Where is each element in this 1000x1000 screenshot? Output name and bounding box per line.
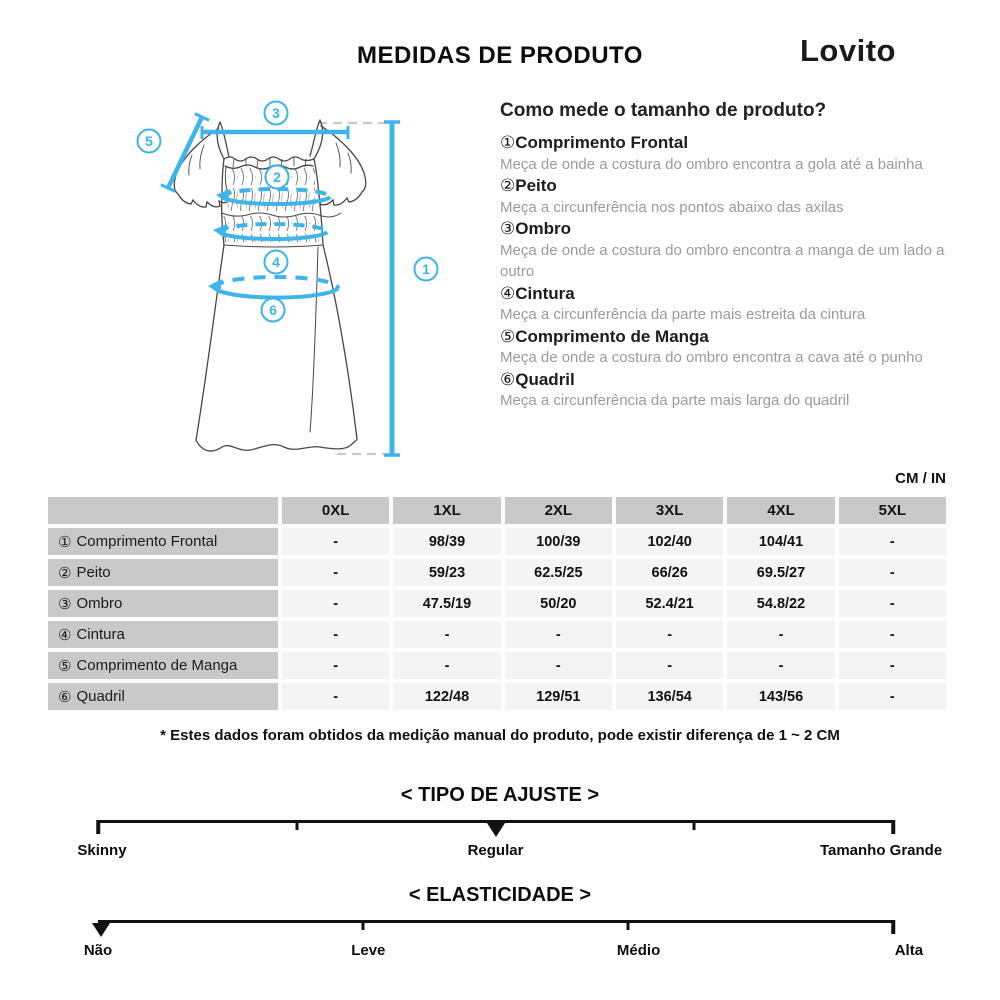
callout-2: [266, 166, 289, 189]
fit-label-skinny: Skinny: [77, 842, 127, 859]
table-value: 50/20: [505, 590, 612, 617]
table-value: -: [839, 559, 946, 586]
table-value: 143/56: [727, 683, 834, 710]
guide-heading: Como mede o tamanho de produto?: [500, 100, 827, 121]
guide-item-desc: Meça de onde a costura do ombro encontra a gola até a bainha: [500, 155, 923, 173]
guide-item-cintura: [500, 283, 952, 326]
table-value: -: [393, 652, 500, 679]
table-value: 98/39: [393, 528, 500, 555]
callout-6: [262, 299, 285, 322]
guide-item-ombro: [500, 218, 952, 283]
circled-number: ④: [500, 283, 516, 303]
row-label: ⑥ Quadril: [48, 683, 278, 710]
row-label: ① Comprimento Frontal: [48, 528, 278, 555]
table-value: -: [282, 683, 389, 710]
scale-tick: [891, 820, 895, 834]
measure-length-line: [384, 122, 400, 455]
scale-tick: [361, 920, 364, 930]
row-label: ② Peito: [48, 559, 278, 586]
elasticity-marker-icon: [92, 923, 110, 937]
table-value: -: [282, 559, 389, 586]
units-label: CM / IN: [895, 470, 946, 487]
table-value: -: [616, 621, 723, 648]
circled-number: ④: [58, 626, 72, 644]
scale-tick: [891, 920, 895, 934]
guide-item-desc: Meça a circunferência da parte mais larga do quadril: [500, 392, 850, 409]
guide-item-title: Quadril: [515, 369, 575, 389]
svg-text:4: 4: [272, 254, 280, 270]
measure-guide: [500, 100, 952, 412]
svg-text:1: 1: [422, 261, 430, 277]
fit-marker-icon: [487, 823, 505, 837]
column-header: 5XL: [839, 497, 946, 524]
elasticity-scale: [0, 884, 1000, 974]
guide-item-desc: Meça a circunferência nos pontos abaixo das axilas: [500, 198, 844, 216]
row-label: ③ Ombro: [48, 590, 278, 617]
table-value: 47.5/19: [393, 590, 500, 617]
guide-item-desc: Meça de onde a costura do ombro encontra a manga de um lado a outro: [500, 241, 945, 280]
guide-item-peito: [500, 175, 952, 218]
callout-4: [265, 251, 288, 274]
table-value: 129/51: [505, 683, 612, 710]
table-value: 136/54: [616, 683, 723, 710]
elasticity-label-alta: Alta: [894, 942, 924, 959]
measure-sleeve-line: [161, 114, 209, 192]
elasticity-label-medio: Médio: [616, 942, 661, 959]
table-value: -: [393, 621, 500, 648]
table-value: -: [282, 652, 389, 679]
table-value: 102/40: [616, 528, 723, 555]
column-header: 4XL: [727, 497, 834, 524]
table-value: -: [839, 528, 946, 555]
table-value: -: [616, 652, 723, 679]
page-title: MEDIDAS DE PRODUTO: [357, 42, 643, 69]
svg-text:3: 3: [272, 105, 280, 121]
fit-scale-track: [77, 820, 943, 870]
fit-label-tamanho-grande: Tamanho Grande: [819, 842, 943, 859]
circled-number: ①: [58, 533, 72, 551]
table-value: 62.5/25: [505, 559, 612, 586]
elasticity-label-leve: Leve: [351, 942, 386, 959]
table-value: 69.5/27: [727, 559, 834, 586]
fit-type-scale: [0, 784, 1000, 874]
table-value: -: [282, 528, 389, 555]
circled-number: ⑤: [58, 657, 72, 675]
elasticity-label-nao: Não: [83, 942, 113, 959]
brand-logo: Lovito: [800, 33, 896, 68]
scale-line: [98, 920, 893, 923]
table-value: 100/39: [505, 528, 612, 555]
callout-1: [415, 258, 438, 281]
guide-item-desc: Meça a circunferência da parte mais estreita da cintura: [500, 306, 866, 323]
measure-shoulder-line: [202, 126, 348, 139]
circled-number: ⑥: [58, 688, 72, 706]
guide-item-title: Comprimento Frontal: [515, 133, 689, 152]
svg-text:6: 6: [269, 302, 277, 318]
row-label: ⑤ Comprimento de Manga: [48, 652, 278, 679]
guide-item-comprimento-frontal: [500, 132, 952, 175]
guide-item-comprimento-de-manga: [500, 326, 952, 369]
column-header: 2XL: [505, 497, 612, 524]
size-table: [48, 497, 946, 710]
table-value: -: [839, 621, 946, 648]
svg-text:5: 5: [145, 133, 153, 149]
guide-item-title: Ombro: [515, 219, 571, 238]
measurement-disclaimer: * Estes dados foram obtidos da medição manual do produto, pode existir diferença de 1 ~ 2 CM: [160, 727, 840, 744]
fit-label-regular: Regular: [467, 842, 524, 859]
fit-scale-title: < TIPO DE AJUSTE >: [400, 784, 600, 806]
guide-item-title: Cintura: [515, 283, 575, 303]
circled-number: ②: [58, 564, 72, 582]
table-value: 59/23: [393, 559, 500, 586]
guide-item-quadril: [500, 369, 952, 412]
scale-tick: [627, 920, 630, 930]
circled-number: ⑥: [500, 369, 516, 389]
table-value: -: [282, 621, 389, 648]
table-value: -: [727, 652, 834, 679]
elasticity-scale-track: [83, 920, 924, 970]
callout-3: [265, 102, 288, 125]
scale-tick: [295, 820, 298, 830]
table-value: -: [505, 652, 612, 679]
column-header: 3XL: [616, 497, 723, 524]
circled-number: ②: [500, 176, 516, 195]
svg-text:2: 2: [273, 169, 281, 185]
table-value: 54.8/22: [727, 590, 834, 617]
table-corner-cell: [48, 497, 278, 524]
circled-number: ①: [500, 133, 516, 152]
table-value: 122/48: [393, 683, 500, 710]
callout-5: [138, 130, 161, 153]
table-value: 66/26: [616, 559, 723, 586]
circled-number: ③: [500, 219, 516, 238]
table-value: 52.4/21: [616, 590, 723, 617]
table-value: 104/41: [727, 528, 834, 555]
measure-hip-ellipse: [208, 277, 338, 298]
column-header: 0XL: [282, 497, 389, 524]
row-label: ④ Cintura: [48, 621, 278, 648]
column-header: 1XL: [393, 497, 500, 524]
circled-number: ⑤: [500, 326, 516, 346]
guide-item-desc: Meça de onde a costura do ombro encontra a cava até o punho: [500, 349, 923, 366]
circled-number: ③: [58, 595, 72, 613]
table-value: -: [839, 683, 946, 710]
guide-item-title: Peito: [515, 176, 557, 195]
dress-measurement-diagram: [112, 95, 472, 465]
table-value: -: [727, 621, 834, 648]
elasticity-scale-title: < ELASTICIDADE >: [408, 884, 592, 906]
guide-item-title: Comprimento de Manga: [515, 326, 709, 346]
table-value: -: [839, 652, 946, 679]
table-value: -: [505, 621, 612, 648]
scale-tick: [96, 820, 100, 834]
table-value: -: [839, 590, 946, 617]
table-value: -: [282, 590, 389, 617]
scale-tick: [693, 820, 696, 830]
